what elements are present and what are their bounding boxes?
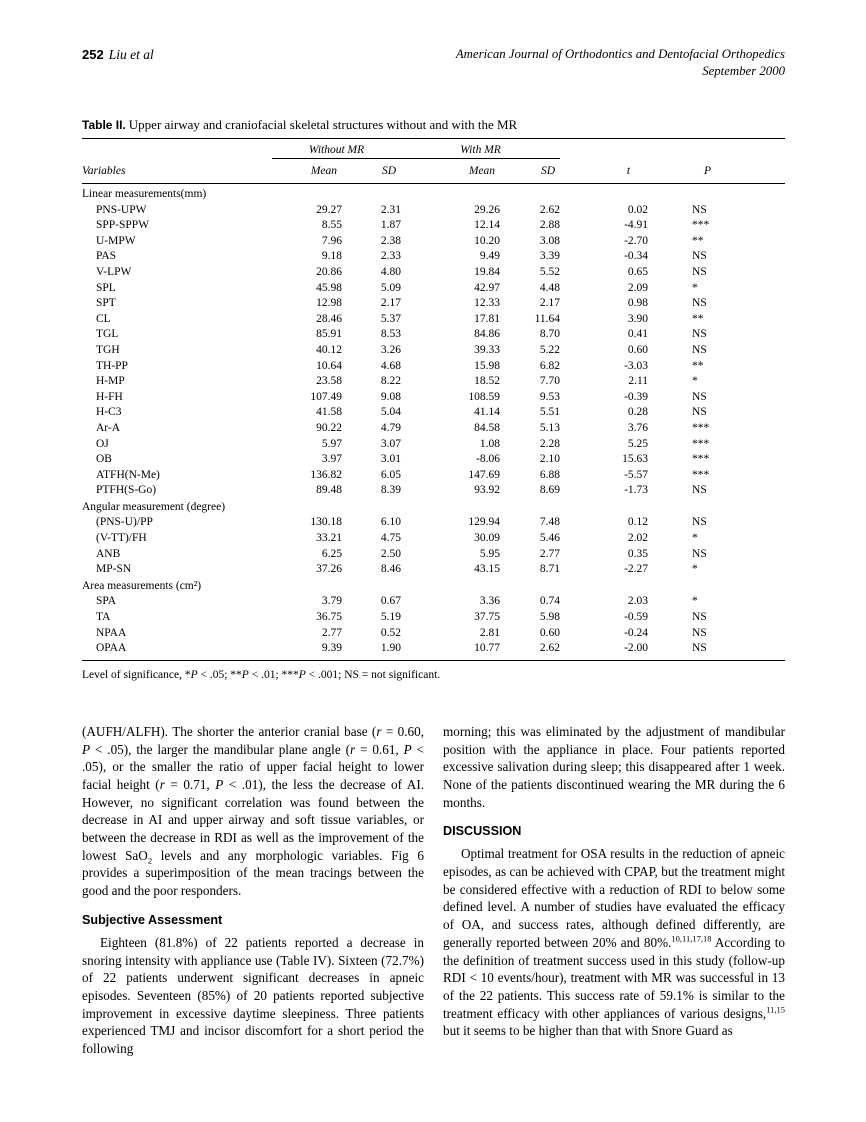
running-head-right [456,46,785,80]
value-cell: 15.98 [474,359,501,372]
value-cell: 5.37 [380,312,402,325]
body-right-column [443,723,785,1058]
table-row [82,389,785,405]
value-cell: 43.15 [474,563,501,576]
variable-cell: H-MP [96,375,125,388]
col-header-mean-with: Mean [401,159,500,184]
value-cell: 5.19 [380,611,402,624]
value-cell: 4.68 [380,359,402,372]
value-cell: NS [692,343,707,356]
value-cell: 2.10 [539,453,561,466]
running-head-left [82,46,154,63]
table-row [82,233,785,249]
value-cell: 8.53 [380,328,402,341]
value-cell: * [692,595,698,608]
value-cell: ** [692,312,704,325]
value-cell: -4.91 [624,219,649,232]
value-cell: 2.09 [627,281,649,294]
value-cell: NS [692,642,707,655]
value-cell: *** [692,219,710,232]
value-cell: * [692,281,698,294]
value-cell: 8.70 [539,328,561,341]
group-label: Angular measurement (degree) [82,500,226,513]
paragraph: Eighteen (81.8%) of 22 patients reported a decrease in snoring intensity with appliance use (Table IV). Sixteen (72.7%) of 22 patients underwent significant decreases in apneic episodes. Seventeen (85%) of 20 patients reported subjective improvement in excessive daytime sleepiness. Three patients experienced TMJ and incisor discomfort for a short period the following [82,934,424,1057]
value-cell: 3.08 [539,234,561,247]
value-cell: -8.06 [476,453,501,466]
value-cell: 5.04 [380,406,402,419]
value-cell: *** [692,421,710,434]
col-header-sd-with: SD [500,159,560,184]
value-cell: 6.82 [539,359,561,372]
value-cell: 107.49 [310,390,342,403]
variable-cell: CL [96,312,111,325]
value-cell: 84.86 [474,328,501,341]
value-cell: 3.90 [627,312,649,325]
value-cell: *** [692,468,710,481]
authors: Liu et al [108,47,154,62]
value-cell: 1.90 [380,642,402,655]
value-cell: 39.33 [474,343,501,356]
value-cell: 9.18 [321,250,342,263]
value-cell: 5.09 [380,281,402,294]
col-header-t: t [560,159,648,184]
table-row [82,280,785,296]
value-cell: 93.92 [474,484,501,497]
value-cell: 3.39 [539,250,561,263]
value-cell: 130.18 [310,516,342,529]
group-label: Linear measurements(mm) [82,188,207,200]
value-cell: 8.39 [380,484,402,497]
paragraph: Optimal treatment for OSA results in the reduction of apneic episodes, as can be achieved with CPAP, but the treatment might be considered effective with a reduction of RDI to below some defined level. A number of studies have evaluated the efficacy of OA, and success rates, although defined differently, are generally reported between 20% and 80%.$^{10,11,17,18}$ According to the definition of treatment success used in this study (follow-up RDI < 10 events/hour), treatment with MR was successful in 13 of the 22 patients. This success rate of 59.1% is similar to the treatment efficacy with other appliances of various designs,$^{11,15}$ but it seems to be higher than that with Snore Guard as [443,846,785,1039]
value-cell: 108.59 [468,390,501,403]
value-cell: -5.57 [624,468,649,481]
value-cell: -0.24 [624,626,649,639]
variable-cell: TGL [96,328,119,341]
value-cell: * [692,563,698,576]
value-cell: *** [692,437,710,450]
value-cell: 3.97 [321,453,342,466]
value-cell: -0.59 [624,611,649,624]
variable-cell: PNS-UPW [96,203,147,216]
table-row [82,342,785,358]
col-header-sd-without: SD [342,159,401,184]
table-group-row [82,184,785,203]
value-cell: 4.79 [380,421,402,434]
value-cell: 6.10 [380,516,402,529]
table-row [82,483,785,499]
value-cell: 90.22 [316,421,342,434]
value-cell: 0.74 [539,595,561,608]
variable-cell: SPL [96,281,116,294]
table-row [82,311,785,327]
value-cell: 42.97 [474,281,501,294]
value-cell: 23.58 [316,375,342,388]
table-row [82,374,785,390]
body-left-column [82,723,424,1058]
value-cell: 29.26 [474,203,501,216]
table-row [82,202,785,218]
value-cell: 45.98 [316,281,342,294]
table-header-row [82,159,785,184]
variable-cell: NPAA [96,626,127,639]
value-cell: ** [692,234,704,247]
value-cell: 28.46 [316,312,342,325]
value-cell: NS [692,611,707,624]
value-cell: 40.12 [316,343,342,356]
table-row [82,546,785,562]
spanner-empty [560,139,648,159]
variable-cell: PTFH(S-Go) [96,484,157,497]
journal-date: September 2000 [702,64,785,78]
value-cell: NS [692,406,707,419]
paragraph: morning; this was eliminated by the adjustment of mandibular position with the appliance in place. Four patients reported excessive salivation during sleep; this disappeared after 1 week. None of the patients discontinued wearing the MR during the 6 months. [443,723,785,810]
table-row [82,515,785,531]
value-cell: 129.94 [468,516,501,529]
value-cell: NS [692,547,707,560]
section-heading: DISCUSSION [443,824,522,839]
variable-cell: H-C3 [96,406,122,419]
spanner-empty [648,139,785,159]
table-caption-text: Upper airway and craniofacial skeletal structures without and with the MR [128,117,518,132]
value-cell: 2.11 [628,375,649,388]
value-cell: 5.98 [539,611,561,624]
value-cell: -0.39 [624,390,649,403]
results-table [82,138,785,661]
value-cell: 3.26 [380,343,402,356]
value-cell: 8.55 [321,219,342,232]
variable-cell: OPAA [96,642,127,655]
table-group-row [82,498,785,515]
variable-cell: TGH [96,343,120,356]
value-cell: 8.46 [380,563,402,576]
variable-cell: OB [96,453,112,466]
variable-cell: TA [96,611,111,624]
value-cell: 11.64 [534,312,561,325]
variable-cell: (PNS-U)/PP [96,516,153,529]
value-cell: 8.71 [539,563,561,576]
value-cell: 5.97 [321,437,342,450]
table-row [82,405,785,421]
value-cell: 36.75 [316,611,342,624]
value-cell: 3.79 [321,595,342,608]
value-cell: 5.95 [479,547,501,560]
value-cell: 33.21 [316,532,342,545]
table-row [82,610,785,626]
value-cell: 6.05 [380,468,402,481]
value-cell: 6.25 [321,547,342,560]
value-cell: 30.09 [474,532,501,545]
variable-cell: MP-SN [96,563,132,576]
section-heading: Subjective Assessment [82,912,223,927]
value-cell: 9.08 [380,390,402,403]
value-cell: 2.81 [479,626,501,639]
value-cell: 5.13 [539,421,561,434]
value-cell: 2.88 [539,219,561,232]
value-cell: 3.36 [479,595,501,608]
value-cell: 29.27 [316,203,342,216]
col-header-variables: Variables [82,159,272,184]
value-cell: 0.98 [627,297,649,310]
table-body [82,184,785,661]
table-group-row [82,577,785,594]
value-cell: 7.70 [539,375,561,388]
variable-cell: (V-TT)/FH [96,532,147,545]
value-cell: 20.86 [316,265,342,278]
variable-cell: H-FH [96,390,123,403]
table-row [82,452,785,468]
value-cell: 2.28 [539,437,561,450]
value-cell: 2.03 [627,595,649,608]
value-cell: 2.77 [539,547,561,560]
value-cell: NS [692,250,707,263]
value-cell: 0.67 [380,595,402,608]
value-cell: 136.82 [310,468,342,481]
table-row [82,249,785,265]
value-cell: 10.64 [316,359,342,372]
table-row [82,641,785,661]
value-cell: 2.33 [380,250,402,263]
group-label: Area measurements (cm²) [82,579,202,592]
col-group-with-mr: With MR [401,139,560,159]
value-cell: 6.88 [539,468,561,481]
value-cell: 7.48 [539,516,561,529]
value-cell: -2.00 [624,642,649,655]
table-row [82,531,785,547]
value-cell: 89.48 [316,484,342,497]
value-cell: 41.58 [316,406,342,419]
value-cell: -1.73 [624,484,649,497]
value-cell: 2.62 [539,203,561,216]
value-cell: 85.91 [316,328,342,341]
value-cell: NS [692,516,707,529]
value-cell: 2.02 [627,532,649,545]
body-text [82,723,785,1058]
table-spanner-row [82,139,785,159]
value-cell: NS [692,390,707,403]
value-cell: 8.22 [380,375,402,388]
value-cell: 15.63 [622,453,649,466]
value-cell: 5.52 [539,265,561,278]
value-cell: 3.01 [380,453,402,466]
table-row [82,264,785,280]
paragraph: (AUFH/ALFH). The shorter the anterior cranial base (r = 0.60, P < .05), the larger the mandibular plane angle (r = 0.61, P < .05), or the smaller the ratio of upper facial height to lower facial height (r = 0.71, P < .01), the less the decrease of AI. However, no significant correlation was found between the decrease in AI and upper airway and soft tissue variables, or between the decrease in RDI as well as the improvement of the lowest SaO$_2$ levels and any morphologic variables. Fig 6 provides a superimposition of the mean tracings between the good and the poor responders. [82,723,425,899]
variable-cell: SPT [96,297,116,310]
value-cell: NS [692,297,707,310]
value-cell: -2.27 [624,563,649,576]
value-cell: 0.60 [627,343,649,356]
table-row [82,218,785,234]
value-cell: 0.41 [627,328,649,341]
value-cell: NS [692,265,707,278]
value-cell: 2.62 [539,642,561,655]
value-cell: 84.58 [474,421,501,434]
table-row [82,562,785,578]
value-cell: 0.65 [627,265,649,278]
value-cell: 9.49 [479,250,501,263]
table-row [82,296,785,312]
value-cell: -0.34 [624,250,649,263]
value-cell: 2.38 [380,234,402,247]
value-cell: 5.22 [539,343,561,356]
value-cell: 3.07 [380,437,402,450]
value-cell: 5.25 [627,437,649,450]
value-cell: 12.14 [474,219,501,232]
value-cell: 4.80 [380,265,402,278]
value-cell: 2.50 [380,547,402,560]
variable-cell: V-LPW [96,265,132,278]
value-cell: ** [692,359,704,372]
page-header [82,46,785,80]
value-cell: 147.69 [468,468,501,481]
value-cell: * [692,375,698,388]
value-cell: 3.76 [627,421,649,434]
value-cell: 0.52 [380,626,402,639]
table-row [82,327,785,343]
value-cell: 10.77 [474,642,501,655]
value-cell: 0.02 [627,203,649,216]
spanner-empty [82,139,272,159]
value-cell: 19.84 [474,265,501,278]
value-cell: 37.26 [316,563,342,576]
value-cell: 0.12 [627,516,649,529]
table-row [82,625,785,641]
variable-cell: ATFH(N-Me) [96,468,160,481]
variable-cell: PAS [96,250,117,263]
value-cell: 9.39 [321,642,342,655]
table-label: Table II. [82,118,126,132]
value-cell: 17.81 [474,312,501,325]
value-cell: * [692,532,698,545]
value-cell: NS [692,626,707,639]
value-cell: 12.98 [316,297,342,310]
table-caption [82,117,785,133]
value-cell: 5.51 [539,406,561,419]
variable-cell: ANB [96,547,121,560]
value-cell: 2.17 [539,297,561,310]
value-cell: 5.46 [539,532,561,545]
value-cell: NS [692,328,707,341]
value-cell: 7.96 [321,234,342,247]
value-cell: 12.33 [474,297,501,310]
variable-cell: SPP-SPPW [96,219,150,232]
value-cell: 10.20 [474,234,501,247]
journal-title: American Journal of Orthodontics and Dentofacial Orthopedics [455,47,785,61]
value-cell: NS [692,484,707,497]
value-cell: 0.35 [627,547,649,560]
value-cell: -3.03 [624,359,649,372]
table-row [82,467,785,483]
variable-cell: U-MPW [96,234,136,247]
value-cell: 1.87 [380,219,402,232]
value-cell: -2.70 [624,234,649,247]
variable-cell: SPA [96,595,117,608]
value-cell: 4.48 [539,281,561,294]
value-cell: 18.52 [474,375,501,388]
col-group-without-mr: Without MR [272,139,401,159]
value-cell: NS [692,203,707,216]
value-cell: 2.17 [380,297,402,310]
col-header-p: P [648,159,785,184]
value-cell: 1.08 [479,437,501,450]
value-cell: 37.75 [474,611,501,624]
value-cell: 0.60 [539,626,561,639]
value-cell: 41.14 [474,406,501,419]
variable-cell: OJ [96,437,109,450]
table-footnote: Level of significance, *P < .05; **P < .01; ***P < .001; NS = not significant. [82,668,441,681]
value-cell: 8.69 [539,484,561,497]
value-cell: *** [692,453,710,466]
value-cell: 0.28 [627,406,649,419]
table-row [82,358,785,374]
value-cell: 9.53 [539,390,561,403]
variable-cell: Ar-A [96,421,121,434]
table-row [82,420,785,436]
value-cell: 2.31 [380,203,402,216]
page-number: 252 [82,47,104,62]
col-header-mean-without: Mean [272,159,342,184]
variable-cell: TH-PP [96,359,128,372]
table-row [82,594,785,610]
value-cell: 2.77 [321,626,342,639]
table-row [82,436,785,452]
value-cell: 4.75 [380,532,402,545]
